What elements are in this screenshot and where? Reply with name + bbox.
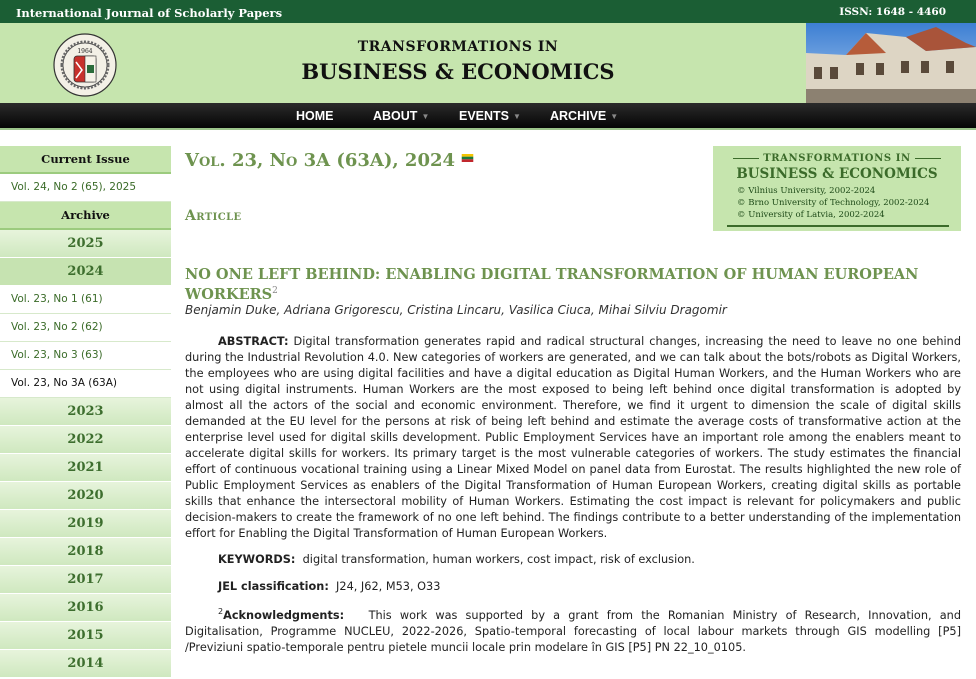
archive-year-2025[interactable]: 2025 (0, 230, 171, 258)
sidebar (0, 146, 171, 678)
logo-year: 1964 (77, 48, 93, 55)
chevron-down-icon: ▼ (421, 112, 430, 122)
issue-link[interactable]: Vol. 23, No 1 (61) (0, 286, 171, 314)
issue-link-current[interactable]: Vol. 23, No 3A (63A) (0, 370, 171, 398)
archive-year[interactable]: 2021 (0, 454, 171, 482)
journal-info-box (713, 146, 961, 231)
keywords-text: digital transformation, human workers, cost impact, risk of exclusion. (302, 553, 695, 566)
info-box-title: TRANSFORMATIONS IN (713, 153, 961, 164)
issn-label: ISSN: 1648 - 4460 (839, 6, 946, 18)
nav-archive-label: ARCHIVE (550, 109, 607, 123)
info-box-divider (727, 225, 949, 227)
archive-year[interactable]: 2016 (0, 594, 171, 622)
current-issue-link[interactable]: Vol. 24, No 2 (65), 2025 (0, 174, 171, 202)
abstract-paragraph (185, 334, 961, 542)
volume-heading (185, 150, 474, 171)
chevron-down-icon: ▼ (610, 112, 619, 122)
journal-name: International Journal of Scholarly Papers (16, 6, 283, 20)
acknowledgments-paragraph (185, 604, 961, 656)
abstract-text: Digital transformation generates rapid and radical structural changes, increasing the need to leave no one behind during the Industrial Revolution 4.0. New categories of workers are generated, and we can talk about the bots/robots as Digital Workers, the employees who are using digital facilities and have a digital education as Digital Human Workers, and the Human Workers who are not using digital instruments. Human Workers are the most exposed to being left behind once digital transformation is adopted by almost all the actors of the social and economic environment. Therefore, we find it urgent to dimension the scale of digital skills demanded at the EU level for the persons at risk of being left behind and estimate the average costs of transformative action at the enterprise level used for digital skills development. Public Employment Services have an important role among the enablers meant to accelerate digital skills for workers. Its primary target is the most vulnerable categories of workers. The study estimates the financial effort of continuous vocational training using a Linear Mixed Model on panel data from Eurostat. The results highlighted the new role of Public Employment Services as enablers of the Digital Transformation of Human European Workers, creating digital skills as portable skills that enhance the intersectoral mobility of Human Workers. Estimating the cost impact is relevant for policymakers and public decision-makers to create the framework of no one left behind. The findings contribute to a better understanding of the implementation effort for Enabling the Digital Transformation of Human European Workers. (185, 335, 961, 540)
title-footnote-marker: 2 (272, 286, 278, 296)
lithuania-flag-icon (461, 154, 474, 162)
archive-year-2024[interactable]: 2024 (0, 258, 171, 286)
info-box-name: BUSINESS & ECONOMICS (736, 166, 938, 182)
archive-year[interactable]: 2019 (0, 510, 171, 538)
nav-archive[interactable] (550, 109, 618, 123)
archive-year[interactable]: 2017 (0, 566, 171, 594)
building-photo (806, 23, 976, 103)
nav-events[interactable] (459, 109, 521, 123)
article-title (185, 266, 961, 303)
issue-link[interactable]: Vol. 23, No 3 (63) (0, 342, 171, 370)
header-banner (0, 23, 976, 103)
archive-year[interactable]: 2020 (0, 482, 171, 510)
ack-footnote-marker: 2 (218, 607, 224, 616)
university-seal-logo[interactable] (52, 32, 118, 98)
acknowledgments-label: Acknowledgments: (223, 608, 345, 622)
article-authors: Benjamin Duke, Adriana Grigorescu, Cristina Lincaru, Vasilica Ciuca, Mihai Silviu Dragomir (185, 303, 727, 317)
copyright-line: © University of Latvia, 2002-2024 (737, 210, 885, 220)
current-issue-heading: Current Issue (0, 146, 171, 174)
section-label: Article (185, 208, 242, 224)
archive-year[interactable]: 2022 (0, 426, 171, 454)
copyright-line: © Brno University of Technology, 2002-2024 (737, 198, 930, 208)
banner-title-line1: TRANSFORMATIONS IN (357, 39, 559, 55)
keywords-paragraph (185, 552, 961, 568)
nav-home[interactable]: HOME (296, 109, 334, 123)
top-bar (0, 0, 976, 23)
archive-year[interactable]: 2015 (0, 622, 171, 650)
acknowledgments-text: This work was supported by a grant from the Romanian Ministry of Research, Innovation, and Digitalisation, Programme NUCLEU, 2022-2026, Spatio-temporal forecasting of local labour markets through GIS modelling [P5] /Previziuni spatio-temporale pentru pietele muncii locale prin modelare în GIS [P5] PN 22_10_0105. (185, 608, 961, 654)
keywords-label: KEYWORDS: (218, 553, 296, 566)
nav-about-label: ABOUT (373, 109, 418, 123)
archive-year[interactable]: 2018 (0, 538, 171, 566)
jel-paragraph (185, 579, 961, 595)
main-nav (0, 103, 976, 130)
archive-year[interactable]: 2014 (0, 650, 171, 678)
volume-label: Vol. 23, No 3A (63A), 2024 (185, 150, 456, 171)
abstract-label: ABSTRACT: (218, 335, 289, 348)
issue-link[interactable]: Vol. 23, No 2 (62) (0, 314, 171, 342)
nav-events-label: EVENTS (459, 109, 510, 123)
nav-about[interactable] (373, 109, 429, 123)
article-title-text: NO ONE LEFT BEHIND: ENABLING DIGITAL TRANSFORMATION OF HUMAN EUROPEAN WORKERS (185, 266, 919, 303)
archive-year[interactable]: 2023 (0, 398, 171, 426)
banner-title-line2: BUSINESS & ECONOMICS (301, 59, 615, 84)
archive-heading: Archive (0, 202, 171, 230)
jel-text: J24, J62, M53, O33 (336, 580, 441, 593)
copyright-line: © Vilnius University, 2002-2024 (737, 186, 876, 196)
chevron-down-icon: ▼ (513, 112, 521, 122)
jel-label: JEL classification: (218, 580, 329, 593)
